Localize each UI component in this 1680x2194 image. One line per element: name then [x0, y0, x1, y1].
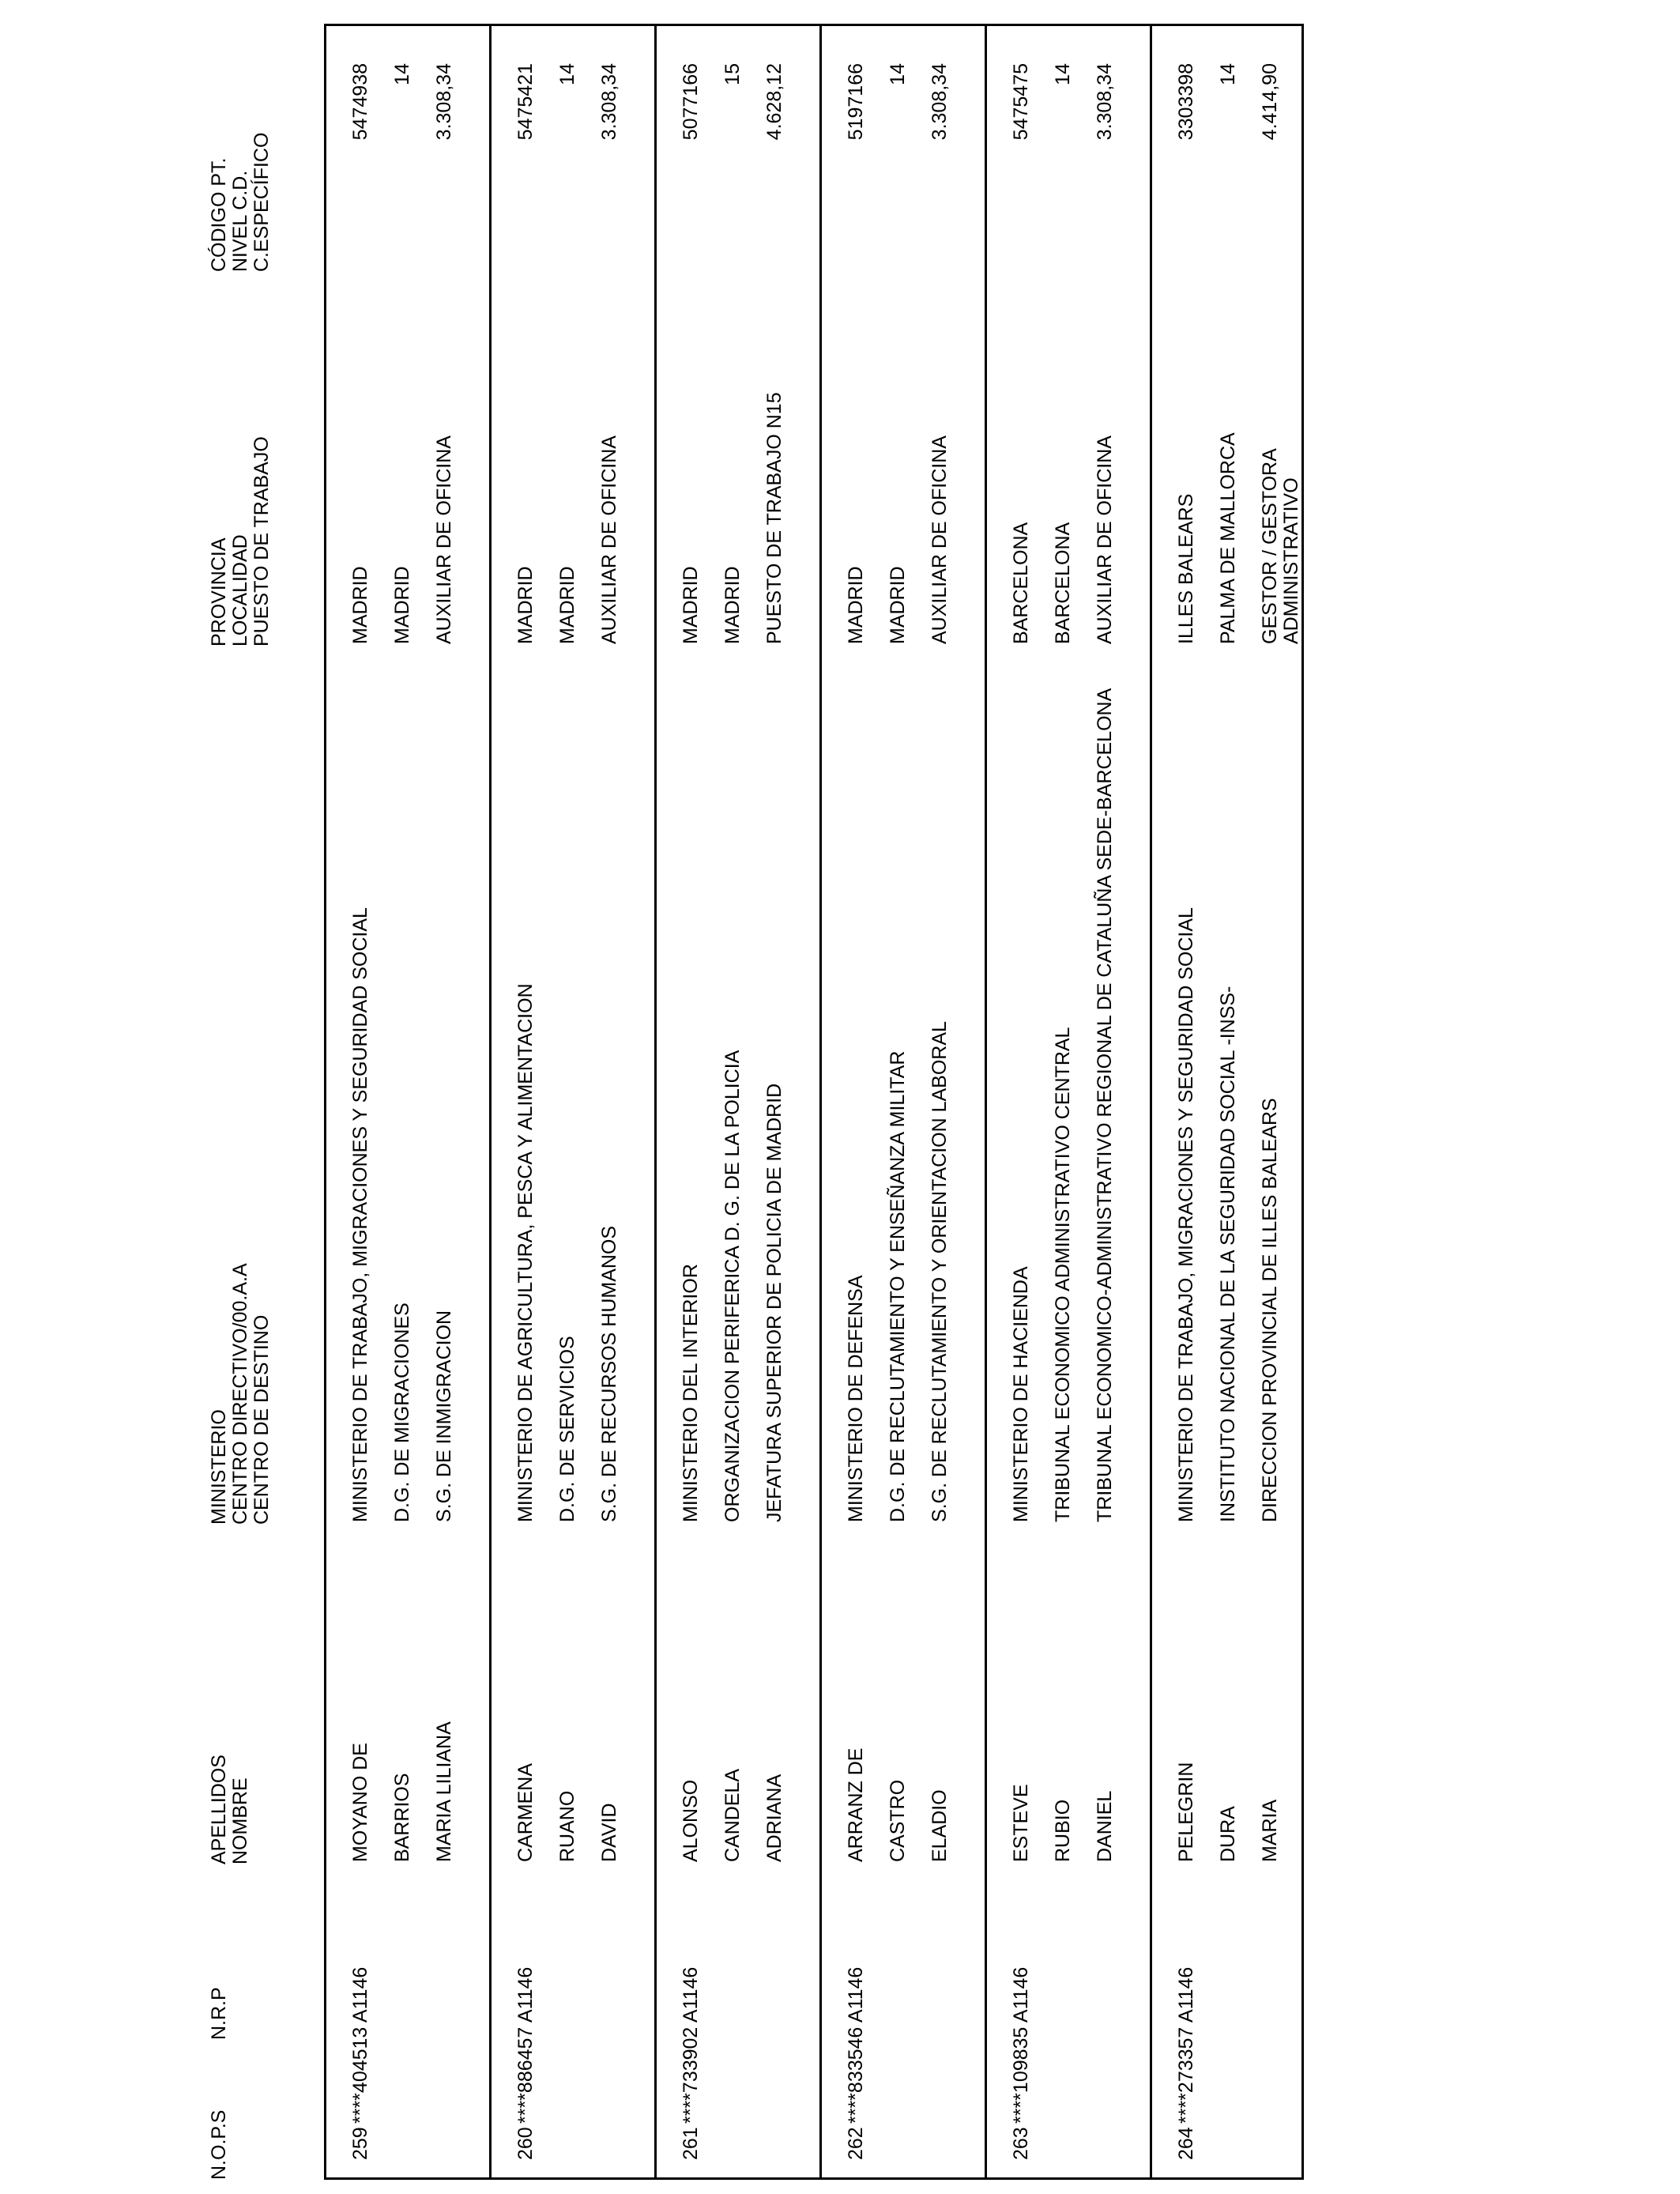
specific-complement-cell: 4.628,12: [763, 63, 785, 141]
header-provincia: [209, 436, 273, 647]
job-position-cell: AUXILIAR DE OFICINA: [598, 435, 620, 644]
header-ministerio-line: MINISTERIO: [208, 1409, 230, 1525]
specific-complement-cell: 3.308,34: [1094, 63, 1116, 141]
nops-cell: 264: [1175, 2127, 1197, 2160]
locality-cell: MADRID: [721, 566, 744, 644]
job-position-cell: AUXILIAR DE OFICINA: [1094, 435, 1116, 644]
province-cell: MADRID: [514, 566, 537, 644]
surname2-cell: DURA: [1217, 1806, 1239, 1862]
surname1-cell: CARMENA: [514, 1762, 537, 1862]
given-name-cell: ELADIO: [929, 1789, 951, 1862]
ministry-cell: MINISTERIO DE DEFENSA: [845, 1275, 867, 1522]
row-divider: [985, 26, 987, 2177]
header-codigo-line: NIVEL C.D.: [229, 170, 251, 272]
nops-cell: 263: [1010, 2127, 1032, 2160]
surname1-cell: MOYANO DE: [349, 1743, 371, 1862]
directorate-cell: ORGANIZACION PERIFERICA D. G. DE LA POLICIA: [721, 1050, 744, 1522]
row-divider: [654, 26, 657, 2177]
given-name-cell: MARIA LILIANA: [433, 1721, 455, 1862]
specific-complement-cell: 3.308,34: [598, 63, 620, 141]
header-apellidos-line: NOMBRE: [229, 1777, 251, 1864]
nops-cell: 261: [680, 2127, 702, 2160]
level-cell: 15: [721, 63, 744, 85]
nrp-cell: ****273357 A1146: [1175, 1966, 1197, 2124]
ministry-cell: MINISTERIO DE HACIENDA: [1010, 1266, 1032, 1522]
level-cell: 14: [1052, 63, 1074, 85]
surname1-cell: ALONSO: [680, 1779, 702, 1862]
header-nops-label: N.O.P.S: [208, 2109, 230, 2180]
locality-cell: BARCELONA: [1052, 522, 1074, 644]
specific-complement-cell: 3.308,34: [929, 63, 951, 141]
nops-cell: 260: [514, 2127, 537, 2160]
header-ministerio-line: CENTRO DIRECTIVO/00.A.A: [229, 1263, 251, 1525]
directorate-cell: TRIBUNAL ECONOMICO ADMINISTRATIVO CENTRAL: [1052, 1027, 1074, 1522]
job-position-cell: AUXILIAR DE OFICINA: [929, 435, 951, 644]
header-provincia-line: PROVINCIA: [208, 537, 230, 647]
level-cell: 14: [556, 63, 578, 85]
job-code-cell: 5474938: [349, 63, 371, 141]
header-provincia-line: LOCALIDAD: [229, 534, 251, 647]
locality-cell: MADRID: [887, 566, 909, 644]
header-nrp-label: N.R.P: [208, 1987, 230, 2040]
header-apellidos: [209, 1755, 251, 1864]
nrp-cell: ****886457 A1146: [514, 1966, 537, 2124]
nrp-cell: ****404513 A1146: [349, 1966, 371, 2124]
destination-center-cell: DIRECCION PROVINCIAL DE ILLES BALEARS: [1259, 1098, 1281, 1522]
directorate-cell: INSTITUTO NACIONAL DE LA SEGURIDAD SOCIAL -INSS-: [1217, 986, 1239, 1522]
surname2-cell: CASTRO: [887, 1779, 909, 1862]
header-provincia-line: PUESTO DE TRABAJO: [250, 436, 273, 647]
nrp-cell: ****733902 A1146: [680, 1966, 702, 2124]
job-position-cell: PUESTO DE TRABAJO N15: [763, 392, 785, 644]
province-cell: MADRID: [349, 566, 371, 644]
ministry-cell: MINISTERIO DE TRABAJO, MIGRACIONES Y SEGURIDAD SOCIAL: [349, 907, 371, 1522]
ministry-cell: MINISTERIO DE AGRICULTURA, PESCA Y ALIMENTACION: [514, 983, 537, 1522]
nrp-cell: ****833546 A1146: [845, 1966, 867, 2124]
locality-cell: PALMA DE MALLORCA: [1217, 432, 1239, 644]
destination-center-cell: S.G. DE INMIGRACION: [433, 1310, 455, 1522]
surname2-cell: BARRIOS: [391, 1773, 413, 1862]
destination-center-cell: JEFATURA SUPERIOR DE POLICIA DE MADRID: [763, 1083, 785, 1522]
surname1-cell: PELEGRIN: [1175, 1762, 1197, 1862]
locality-cell: MADRID: [391, 566, 413, 644]
ministry-cell: MINISTERIO DE TRABAJO, MIGRACIONES Y SEGURIDAD SOCIAL: [1175, 907, 1197, 1522]
nops-cell: 259: [349, 2127, 371, 2160]
header-codigo-line: C.ESPECÍFICO: [250, 132, 273, 272]
job-code-cell: 3303398: [1175, 63, 1197, 141]
ministry-cell: MINISTERIO DEL INTERIOR: [680, 1264, 702, 1522]
province-cell: ILLES BALEARS: [1175, 493, 1197, 644]
header-ministerio: [209, 1263, 273, 1525]
province-cell: BARCELONA: [1010, 522, 1032, 644]
level-cell: 14: [887, 63, 909, 85]
directorate-cell: D.G. DE MIGRACIONES: [391, 1302, 413, 1522]
surname2-cell: RUBIO: [1052, 1799, 1074, 1862]
given-name-cell: MARIA: [1259, 1799, 1281, 1862]
specific-complement-cell: 4.414,90: [1259, 63, 1281, 141]
surname2-cell: RUANO: [556, 1790, 578, 1862]
given-name-cell: DAVID: [598, 1803, 620, 1862]
destination-center-cell: S.G. DE RECURSOS HUMANOS: [598, 1225, 620, 1522]
nrp-cell: ****109835 A1146: [1010, 1966, 1032, 2124]
job-code-cell: 5475475: [1010, 63, 1032, 141]
records-table: [324, 24, 1304, 2180]
header-apellidos-line: APELLIDOS: [208, 1755, 230, 1864]
header-codigo: [209, 133, 273, 272]
header-codigo-line: CÓDIGO PT.: [208, 157, 230, 272]
directorate-cell: D.G. DE SERVICIOS: [556, 1336, 578, 1522]
row-divider: [819, 26, 822, 2177]
job-position-cell: AUXILIAR DE OFICINA: [433, 435, 455, 644]
level-cell: 14: [1217, 63, 1239, 85]
nops-cell: 262: [845, 2127, 867, 2160]
specific-complement-cell: 3.308,34: [433, 63, 455, 141]
header-nrp: [209, 1987, 230, 2040]
locality-cell: MADRID: [556, 566, 578, 644]
directorate-cell: D.G. DE RECLUTAMIENTO Y ENSEÑANZA MILITAR: [887, 1050, 909, 1522]
job-code-cell: 5475421: [514, 63, 537, 141]
province-cell: MADRID: [680, 566, 702, 644]
job-code-cell: 5077166: [680, 63, 702, 141]
surname1-cell: ARRANZ DE: [845, 1747, 867, 1862]
row-divider: [489, 26, 492, 2177]
surname1-cell: ESTEVE: [1010, 1784, 1032, 1862]
surname2-cell: CANDELA: [721, 1768, 744, 1862]
header-ministerio-line: CENTRO DE DESTINO: [250, 1314, 273, 1525]
level-cell: 14: [391, 63, 413, 85]
job-code-cell: 5197166: [845, 63, 867, 141]
given-name-cell: DANIEL: [1094, 1790, 1116, 1862]
destination-center-cell: S.G. DE RECLUTAMIENTO Y ORIENTACION LABORAL: [929, 1021, 951, 1522]
row-divider: [1150, 26, 1152, 2177]
given-name-cell: ADRIANA: [763, 1774, 785, 1862]
province-cell: MADRID: [845, 566, 867, 644]
destination-center-cell: TRIBUNAL ECONOMICO-ADMINISTRATIVO REGIONAL DE CATALUÑA SEDE-BARCELONA: [1094, 688, 1116, 1522]
job-position-cell: GESTOR / GESTORA ADMINISTRATIVO: [1259, 449, 1302, 644]
header-nops: [209, 2110, 230, 2180]
